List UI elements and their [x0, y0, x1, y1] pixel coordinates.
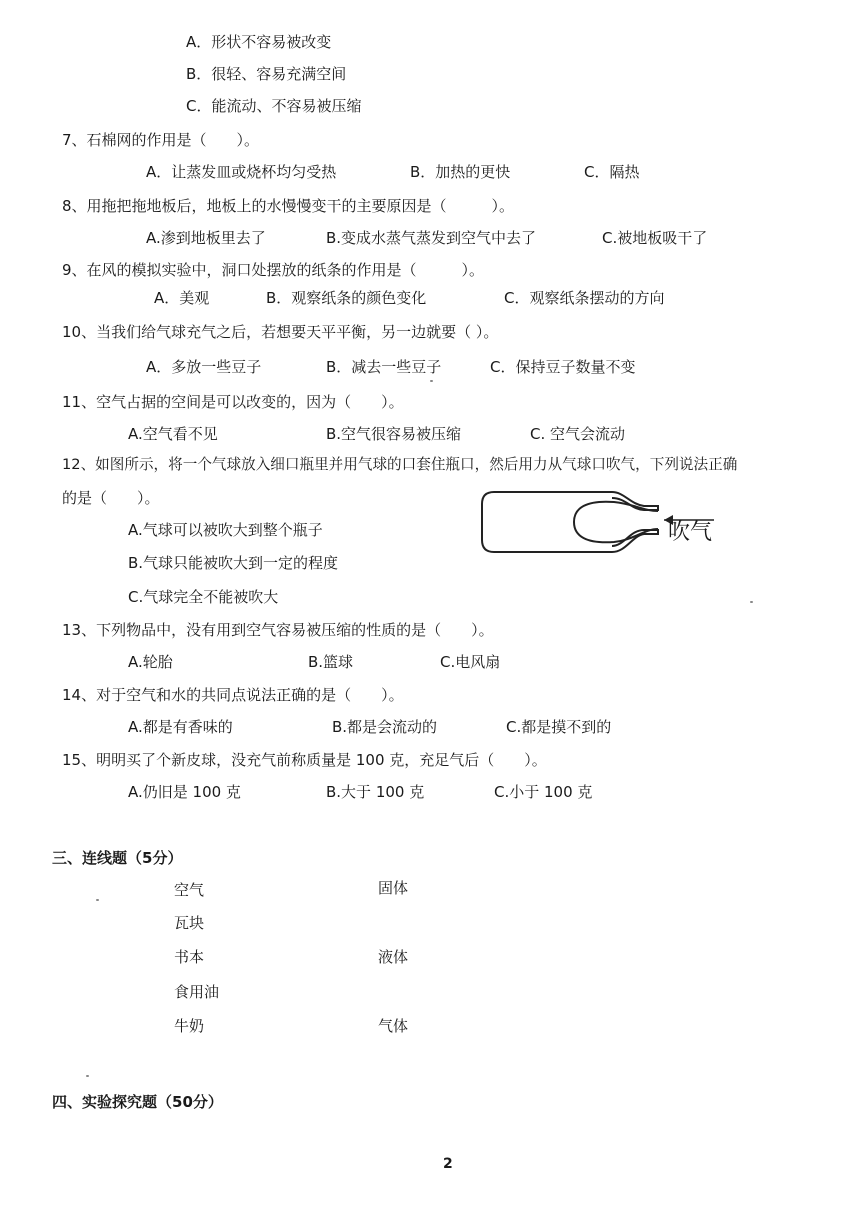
q9-stem: 9、在风的模拟实验中，洞口处摆放的纸条的作用是（ ）。 — [62, 261, 485, 279]
q9-option-b: B．观察纸条的颜色变化 — [266, 289, 427, 307]
scan-speck — [96, 899, 99, 901]
q7-option-a: A．让蒸发皿或烧杯均匀受热 — [146, 163, 337, 181]
match-left-item: 牛奶 — [174, 1017, 205, 1035]
q12-option-c: C.气球完全不能被吹大 — [128, 588, 279, 606]
q15-option-b: B.大于 100 克 — [326, 783, 425, 801]
match-left-item: 书本 — [174, 948, 205, 966]
q13-stem: 13、下列物品中，没有用到空气容易被压缩的性质的是（ ）。 — [62, 621, 494, 639]
q7-option-c: C．隔热 — [584, 163, 640, 181]
match-left-item: 瓦块 — [174, 914, 205, 932]
figure-label-blow: 吹气 — [668, 520, 713, 545]
q12-option-b: B.气球只能被吹大到一定的程度 — [128, 554, 339, 572]
q9-option-a: A．美观 — [154, 289, 210, 307]
page-number: 2 — [443, 1156, 453, 1172]
section3-title: 三、连线题（5分） — [52, 849, 183, 867]
section4-title: 四、实验探究题（50分） — [52, 1093, 223, 1111]
q13-option-a: A.轮胎 — [128, 653, 173, 671]
q8-option-a: A.渗到地板里去了 — [146, 229, 266, 247]
q7-option-b: B．加热的更快 — [410, 163, 511, 181]
q14-option-a: A.都是有香味的 — [128, 718, 233, 736]
match-left-item: 空气 — [174, 881, 205, 899]
q6-option-a: A．形状不容易被改变 — [186, 33, 332, 51]
q6-option-c: C．能流动、不容易被压缩 — [186, 97, 362, 115]
q12-stem-line1: 12、如图所示，将一个气球放入细口瓶里并用气球的口套住瓶口，然后用力从气球口吹气，下列说法正确 — [62, 456, 738, 473]
q8-stem: 8、用拖把拖地板后，地板上的水慢慢变干的主要原因是（ ）。 — [62, 197, 515, 215]
q10-option-b: B．减去一些豆子 — [326, 358, 442, 376]
scan-speck — [750, 601, 753, 603]
q12-option-a: A.气球可以被吹大到整个瓶子 — [128, 521, 323, 539]
match-right-item: 固体 — [378, 879, 409, 897]
q11-option-a: A.空气看不见 — [128, 425, 218, 443]
scan-speck — [430, 380, 433, 382]
scan-speck — [86, 1075, 89, 1077]
q14-option-c: C.都是摸不到的 — [506, 718, 612, 736]
match-right-item: 液体 — [378, 948, 409, 966]
q7-stem: 7、石棉网的作用是（ ）。 — [62, 131, 260, 149]
q10-option-a: A．多放一些豆子 — [146, 358, 262, 376]
q8-option-c: C.被地板吸干了 — [602, 229, 708, 247]
q14-stem: 14、对于空气和水的共同点说法正确的是（ ）。 — [62, 686, 404, 704]
q11-option-c: C. 空气会流动 — [530, 425, 626, 443]
q9-option-c: C．观察纸条摆动的方向 — [504, 289, 665, 307]
q10-option-c: C．保持豆子数量不变 — [490, 358, 636, 376]
q11-option-b: B.空气很容易被压缩 — [326, 425, 462, 443]
balloon-outline — [574, 502, 658, 543]
q15-option-c: C.小于 100 克 — [494, 783, 593, 801]
q11-stem: 11、空气占据的空间是可以改变的，因为（ ）。 — [62, 393, 404, 411]
q12-stem-line2: 的是（ ）。 — [62, 489, 160, 507]
bottle-outline — [482, 492, 658, 552]
match-left-item: 食用油 — [174, 983, 220, 1001]
q13-option-b: B.篮球 — [308, 653, 354, 671]
q6-option-b: B．很轻、容易充满空间 — [186, 65, 347, 83]
match-right-item: 气体 — [378, 1017, 409, 1035]
q15-stem: 15、明明买了个新皮球，没充气前称质量是 100 克，充足气后（ ）。 — [62, 751, 547, 769]
q14-option-b: B.都是会流动的 — [332, 718, 438, 736]
q8-option-b: B.变成水蒸气蒸发到空气中去了 — [326, 229, 537, 247]
q13-option-c: C.电风扇 — [440, 653, 501, 671]
q15-option-a: A.仍旧是 100 克 — [128, 783, 241, 801]
q10-stem: 10、当我们给气球充气之后，若想要天平平衡，另一边就要（ ）。 — [62, 323, 499, 341]
